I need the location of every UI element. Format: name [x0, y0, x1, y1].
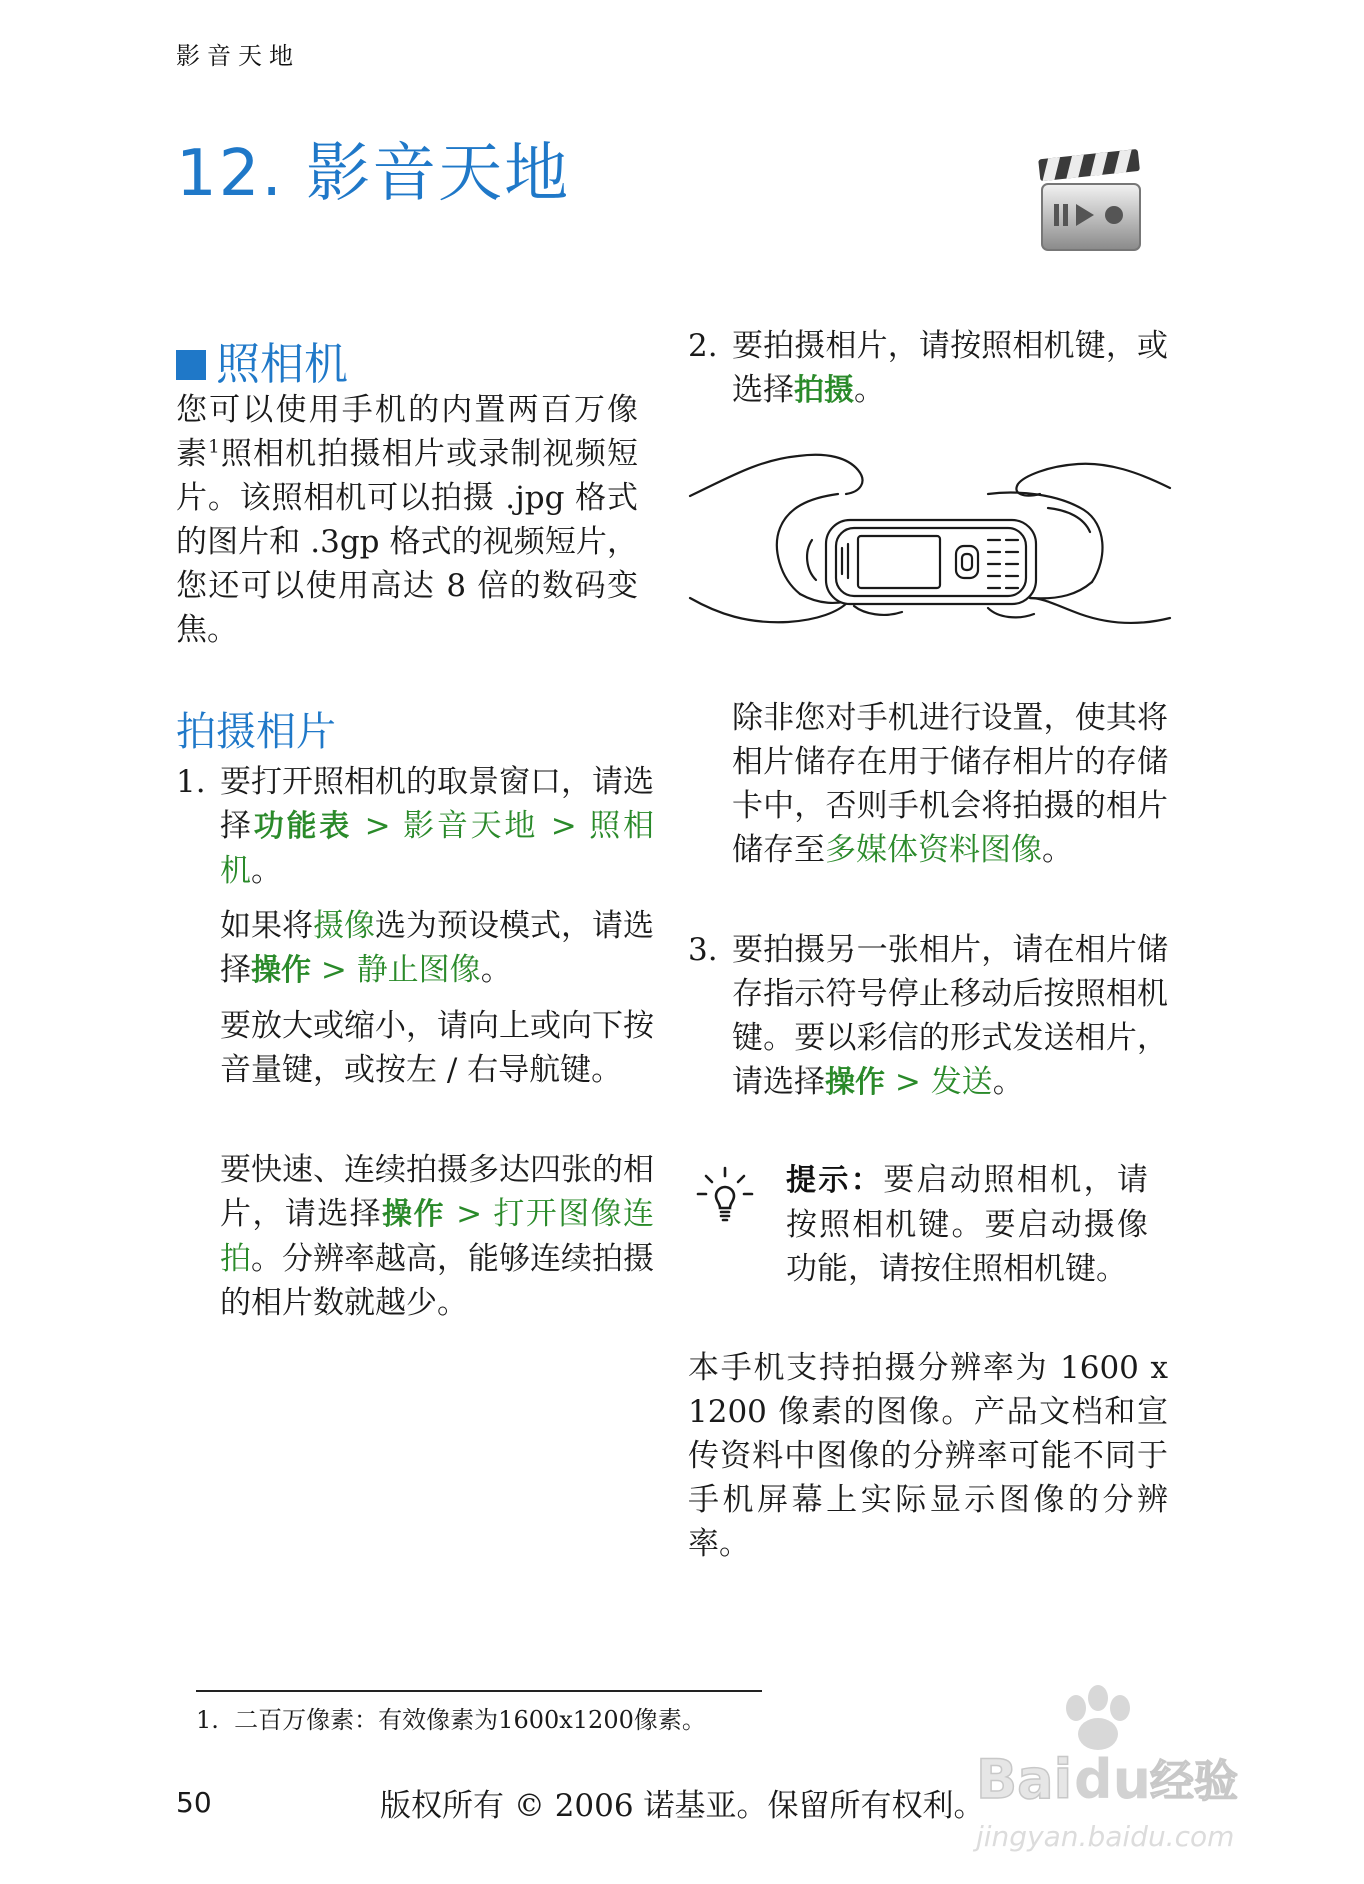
resolution-paragraph: 本手机支持拍摄分辨率为 1600 x 1200 像素的图像。产品文档和宣传资料中图像的分辨率可能不同于手机屏幕上实际显示图像的分辨率。 [688, 1350, 1168, 1562]
step-2 [688, 324, 1168, 413]
option-link-still-image[interactable]: 静止图像 [356, 952, 481, 988]
menu-separator: > [351, 808, 404, 844]
step-2-text [732, 324, 1168, 413]
step-3-number: 3. [688, 932, 718, 968]
menu-separator: > [538, 808, 590, 844]
footnote [196, 1704, 706, 1736]
sentence-end: 。 [1042, 832, 1073, 868]
footnote-reference: 1 [208, 436, 220, 458]
option-link-capture[interactable]: 拍摄 [794, 373, 854, 408]
storage-text-a: 除非您对手机进行设置，使其将相片储存在用于储存相片的存储卡中，否则手机会将拍摄的相片储存至 [732, 700, 1168, 868]
option-link-options[interactable]: 操作 [825, 1065, 885, 1100]
hands-holding-phone-illustration [688, 448, 1172, 648]
step-3 [688, 928, 1168, 1105]
sentence-end: 。 [251, 853, 282, 889]
step-1-text [220, 760, 654, 893]
step-1-number: 1. [176, 764, 206, 800]
intro-text-b: 照相机拍摄相片或录制视频短片。该照相机可以拍摄 .jpg 格式的图片和 .3gp 格式的视频短片，您还可以使用高达 8 倍的数码变焦。 [176, 436, 639, 648]
menu-separator: > [311, 952, 357, 988]
sentence-end: 。 [854, 372, 885, 408]
tip-label: 提示： [786, 1163, 884, 1198]
section-title-text: 照相机 [216, 339, 348, 390]
menu-link-camera[interactable]: 照相机 [220, 808, 655, 889]
square-bullet-icon [176, 350, 206, 380]
copyright-notice: 版权所有 © 2006 诺基亚。保留所有权利。 [380, 1788, 985, 1824]
step-2-number: 2. [688, 328, 718, 364]
footnote-number: 1. [196, 1706, 219, 1734]
clapperboard-icon [1036, 144, 1146, 264]
mode-text-b: 选为预设模式，请选择 [220, 908, 654, 988]
mode-paragraph [220, 904, 654, 993]
svg-text:经验: 经验 [1150, 1756, 1238, 1807]
tip-text: 要启动照相机，请按照相机键。要启动摄像功能，请按住照相机键。 [786, 1162, 1149, 1287]
menu-separator: > [444, 1196, 494, 1232]
lightbulb-icon [694, 1164, 756, 1226]
burst-text-a: 要快速、连续拍摄多达四张的相片，请选择 [220, 1152, 654, 1232]
step-1-text-a: 要打开照相机的取景窗口，请选择 [220, 764, 654, 844]
intro-paragraph [176, 388, 638, 652]
menu-link-functions[interactable]: 功能表 [253, 809, 352, 844]
option-link-burst-mode[interactable]: 打开图像连拍 [220, 1196, 655, 1277]
footnote-text: 二百万像素：有效像素为1600x1200像素。 [234, 1706, 706, 1734]
chapter-title: 12. 影音天地 [176, 137, 571, 211]
subsection-title: 拍摄相片 [176, 709, 336, 755]
baidu-watermark-logo [966, 1668, 1266, 1868]
sentence-end: 。 [992, 1064, 1024, 1100]
option-link-options[interactable]: 操作 [251, 953, 311, 988]
section-title [176, 328, 348, 392]
step-3-text [732, 928, 1168, 1105]
page-number: 50 [176, 1786, 212, 1819]
storage-paragraph [732, 696, 1168, 872]
step-2-text-a: 要拍摄相片，请按照相机键，或选择 [732, 328, 1168, 408]
menu-separator: > [885, 1064, 931, 1100]
option-link-options[interactable]: 操作 [382, 1197, 445, 1232]
option-link-gallery-images[interactable]: 多媒体资料图像 [825, 832, 1042, 868]
option-link-send[interactable]: 发送 [930, 1064, 993, 1100]
option-link-video[interactable]: 摄像 [313, 908, 375, 944]
step-1 [176, 760, 654, 893]
burst-text-b: 。分辨率越高，能够连续拍摄的相片数就越少。 [220, 1241, 654, 1321]
intro-text-a: 您可以使用手机的内置两百万像素 [176, 392, 638, 472]
svg-text:Bai: Bai [976, 1748, 1073, 1811]
running-header: 影音天地 [176, 42, 300, 70]
mode-text-a: 如果将 [220, 908, 313, 944]
svg-text:jingyan.baidu.com: jingyan.baidu.com [976, 1820, 1235, 1853]
menu-link-media[interactable]: 影音天地 [403, 808, 539, 844]
sentence-end: 。 [480, 952, 512, 988]
step-3-text-a: 要拍摄另一张相片，请在相片储存指示符号停止移动后按照相机键。要以彩信的形式发送相片，请选择 [732, 932, 1168, 1100]
footnote-divider [196, 1690, 762, 1692]
burst-paragraph [220, 1148, 654, 1325]
zoom-paragraph: 要放大或缩小，请向上或向下按音量键，或按左 / 右导航键。 [220, 1008, 654, 1088]
tip-paragraph [786, 1158, 1148, 1291]
svg-text:du: du [1074, 1748, 1152, 1811]
